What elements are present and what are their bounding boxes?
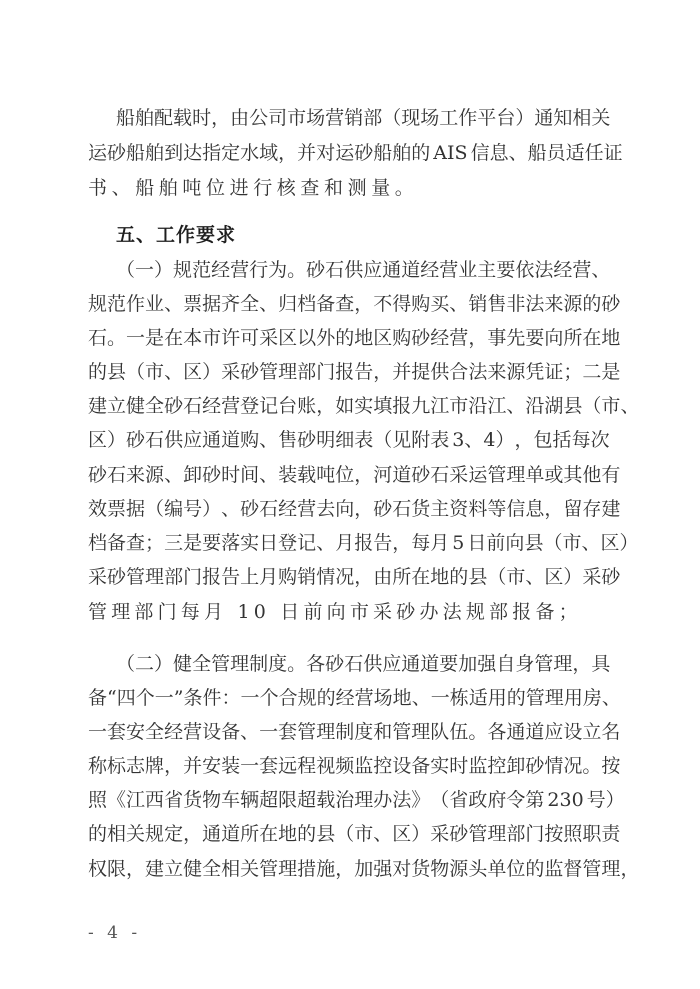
intro-line-2: 运 砂 船 舶 到 达 指 定 水 域 ， 并 对 运 砂 船 舶 的 A I S 信 息 、 船 员 适 任 证 xyxy=(88,142,623,164)
paragraph-2-line: 备 “ 四 个 一 ” 条 件 ： 一 个 合 规 的 经 营 场 地 、 一 栋 适 用 的 管 理 用 房 、 xyxy=(88,687,621,709)
paragraph-1-line: 采 砂 管 理 部 门 报 告 上 月 购 销 情 况 ， 由 所 在 地 的 县 （ 市 、 区 ） 采 砂 xyxy=(88,566,621,588)
intro-line-3: 书、船舶吨位进行核查和测量。 xyxy=(88,177,419,199)
paragraph-1-line: 石 。 一 是 在 本 市 许 可 采 区 以 外 的 地 区 购 砂 经 营 ， 事 先 要 向 所 在 地 xyxy=(88,327,621,349)
paragraph-2-line: 照 《 江 西 省 货 物 车 辆 超 限 超 载 治 理 办 法 》 （ 省 政 府 令 第 2 3 0 号 ） xyxy=(88,789,625,811)
paragraph-1-line: 管理部门每月 10 日前向市采砂办法规部报备； xyxy=(88,601,582,623)
paragraph-1-line: 区 ） 砂 石 供 应 通 道 购 、 售 砂 明 细 表 （ 见 附 表 3 、 4 ） ， 包 括 每 次 xyxy=(88,429,610,451)
paragraph-1-line: 砂 石 来 源 、 卸 砂 时 间 、 装 载 吨 位 ， 河 道 砂 石 采 运 管 理 单 或 其 他 有 xyxy=(88,464,621,486)
intro-line-1: 船 舶 配 载 时 ， 由 公 司 市 场 营 销 部 （ 现 场 工 作 平 台 ） 通 知 相 关 xyxy=(116,107,611,129)
paragraph-2-line: 的 相 关 规 定 ， 通 道 所 在 地 的 县 （ 市 、 区 ） 采 砂 管 理 部 门 按 照 职 责 xyxy=(88,823,621,845)
paragraph-1-line: 建 立 健 全 砂 石 经 营 登 记 台 账 ， 如 实 填 报 九 江 市 沿 江 、 沿 湖 县 （ 市 、 xyxy=(88,395,640,417)
paragraph-2-line: （ 二 ） 健 全 管 理 制 度 。 各 砂 石 供 应 通 道 要 加 强 自 身 管 理 ， 具 xyxy=(116,653,611,675)
paragraph-1-line: 档 备 查 ； 三 是 要 落 实 日 登 记 、 月 报 告 ， 每 月 5 日 前 向 县 （ 市 、 区 ） xyxy=(88,532,639,554)
paragraph-1-line: （ 一 ） 规 范 经 营 行 为 。 砂 石 供 应 通 道 经 营 业 主 要 依 法 经 营 、 xyxy=(116,259,611,281)
paragraph-1-line: 效 票 据 （ 编 号 ） 、 砂 石 经 营 去 向 ， 砂 石 货 主 资 料 等 信 息 ， 留 存 建 xyxy=(88,498,621,520)
section-heading: 五、工作要求 xyxy=(116,224,237,246)
page-number: - 4 - xyxy=(88,923,142,943)
paragraph-2-line: 一 套 安 全 经 营 设 备 、 一 套 管 理 制 度 和 管 理 队 伍 。 各 通 道 应 设 立 名 xyxy=(88,721,621,743)
paragraph-2-line: 权 限 ， 建 立 健 全 相 关 管 理 措 施 ， 加 强 对 货 物 源 头 单 位 的 监 督 管 理 ， xyxy=(88,858,640,880)
paragraph-2-line: 称 标 志 牌 ， 并 安 装 一 套 远 程 视 频 监 控 设 备 实 时 监 控 卸 砂 情 况 。 按 xyxy=(88,755,621,777)
paragraph-1-line: 规 范 作 业 、 票 据 齐 全 、 归 档 备 查 ， 不 得 购 买 、 销 售 非 法 来 源 的 砂 xyxy=(88,293,621,315)
paragraph-1-line: 的 县 （ 市 、 区 ） 采 砂 管 理 部 门 报 告 ， 并 提 供 合 法 来 源 凭 证 ； 二 是 xyxy=(88,361,621,383)
